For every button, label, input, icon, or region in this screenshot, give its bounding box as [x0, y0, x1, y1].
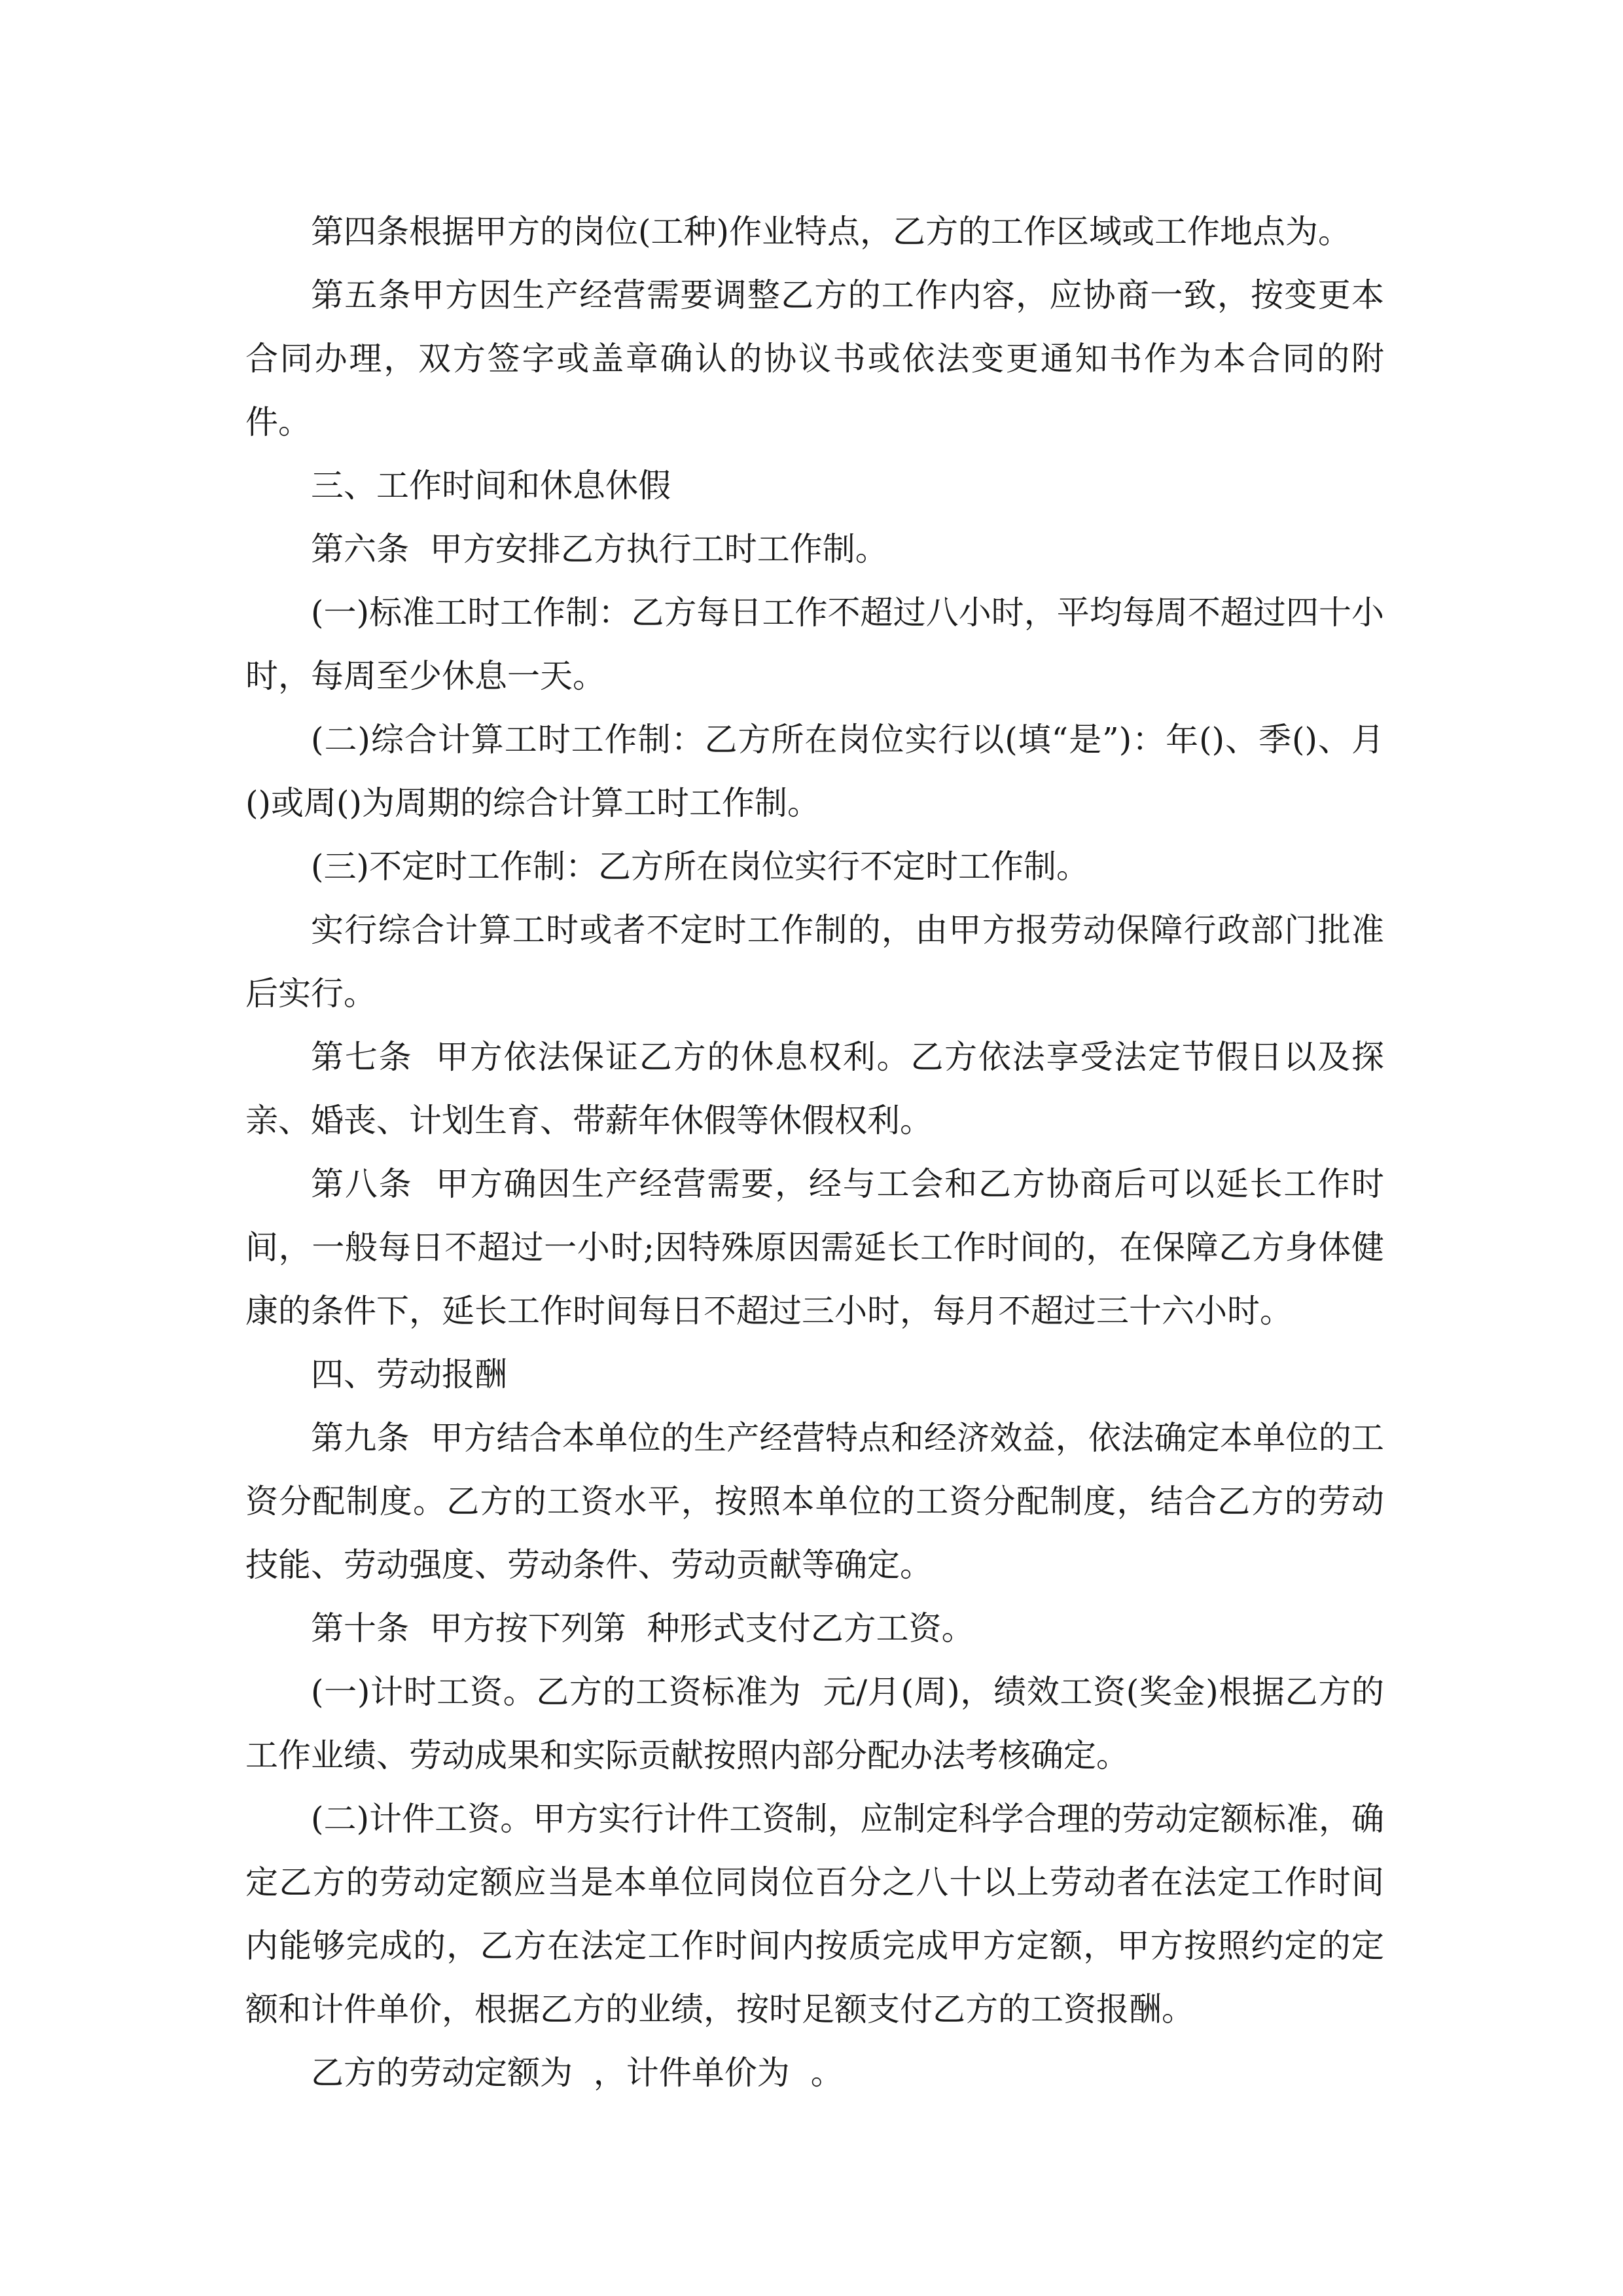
- paragraph-approval-note: 实行综合计算工时或者不定时工作制的，由甲方报劳动保障行政部门批准后实行。: [245, 911, 1384, 1013]
- paragraph-article-4: 第四条根据甲方的岗位(工种)作业特点，乙方的工作区域或工作地点为。: [311, 213, 1351, 251]
- paragraph-flexible-hours: (三)不定时工作制：乙方所在岗位实行不定时工作制。: [311, 848, 1090, 886]
- paragraph-comprehensive-hours: (二)综合计算工时工作制：乙方所在岗位实行以(填“是”)：年()、季()、月()或周()为周期的综合计算工时工作制。: [245, 721, 1384, 822]
- section-heading-remuneration: 四、劳动报酬: [311, 1355, 507, 1393]
- paragraph-article-7: 第七条 甲方依法保证乙方的休息权利。乙方依法享受法定节假日以及探亲、婚丧、计划生育、带薪年休假等休假权利。: [245, 1038, 1384, 1139]
- paragraph-standard-hours: (一)标准工时工作制：乙方每日工作不超过八小时，平均每周不超过四十小时，每周至少休息一天。: [245, 594, 1384, 695]
- paragraph-article-8: 第八条 甲方确因生产经营需要，经与工会和乙方协商后可以延长工作时间，一般每日不超过一小时;因特殊原因需延长工作时间的，在保障乙方身体健康的条件下，延长工作时间每日不超过三小时，每月不超过三十六小时。: [245, 1165, 1384, 1330]
- paragraph-piece-wage: (二)计件工资。甲方实行计件工资制，应制定科学合理的劳动定额标准，确定乙方的劳动定额应当是本单位同岗位百分之八十以上劳动者在法定工作时间内能够完成的，乙方在法定工作时间内按质完成甲方定额，甲方按照约定的定额和计件单价，根据乙方的业绩，按时足额支付乙方的工资报酬。: [245, 1800, 1384, 2028]
- paragraph-article-9: 第九条 甲方结合本单位的生产经营特点和经济效益，依法确定本单位的工资分配制度。乙方的工资水平，按照本单位的工资分配制度，结合乙方的劳动技能、劳动强度、劳动条件、劳动贡献等确定。: [245, 1419, 1384, 1584]
- section-heading-working-hours: 三、工作时间和休息休假: [311, 467, 671, 505]
- contract-body: [245, 200, 1384, 2105]
- paragraph-time-wage: (一)计时工资。乙方的工资标准为 元/月(周)，绩效工资(奖金)根据乙方的工作业绩、劳动成果和实际贡献按照内部分配办法考核确定。: [245, 1673, 1384, 1774]
- paragraph-article-6: 第六条 甲方安排乙方执行工时工作制。: [311, 530, 888, 568]
- paragraph-article-5: 第五条甲方因生产经营需要调整乙方的工作内容，应协商一致，按变更本合同办理，双方签字或盖章确认的协议书或依法变更通知书作为本合同的附件。: [245, 276, 1384, 441]
- paragraph-labor-quota: 乙方的劳动定额为 ，计件单价为 。: [311, 2054, 844, 2092]
- paragraph-article-10: 第十条 甲方按下列第 种形式支付乙方工资。: [311, 1609, 974, 1647]
